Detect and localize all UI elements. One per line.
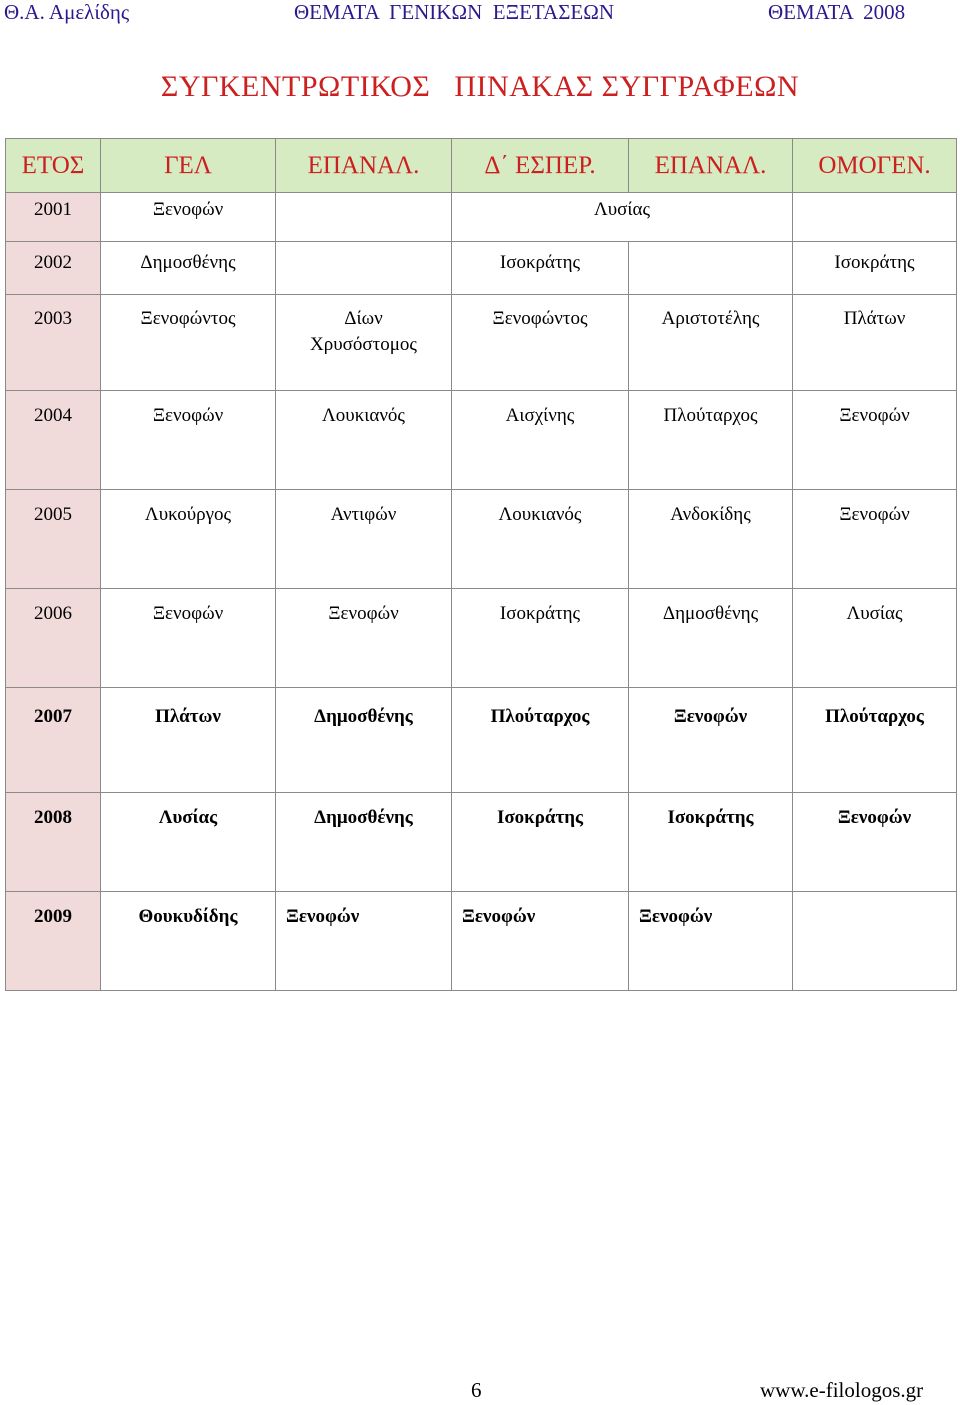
- year-cell: 2004: [6, 391, 101, 490]
- table-row: [6, 295, 957, 391]
- table-row: [6, 391, 957, 490]
- table-cell: Πλούταρχος: [793, 688, 957, 793]
- authors-table: [5, 138, 957, 991]
- year-cell: 2002: [6, 242, 101, 295]
- table-header-row: [6, 139, 957, 193]
- table-cell: Ξενοφών: [793, 490, 957, 589]
- col-header-esper: Δ΄ ΕΣΠΕΡ.: [452, 139, 629, 193]
- footer-website: www.e-filologos.gr: [760, 1378, 924, 1402]
- table-cell: [276, 193, 452, 242]
- table-cell: Ισοκράτης: [452, 589, 629, 688]
- year-cell: 2008: [6, 793, 101, 892]
- year-cell: 2006: [6, 589, 101, 688]
- year-cell: 2005: [6, 490, 101, 589]
- table-cell: Ισοκράτης: [452, 793, 629, 892]
- year-cell: 2003: [6, 295, 101, 391]
- table-cell: Λυσίας: [452, 193, 793, 242]
- col-header-gel: ΓΕΛ: [101, 139, 276, 193]
- table-cell: Λουκιανός: [276, 391, 452, 490]
- table-cell: Αισχίνης: [452, 391, 629, 490]
- table-cell: Δημοσθένης: [101, 242, 276, 295]
- table-cell: Δημοσθένης: [276, 688, 452, 793]
- table-cell: Ξενοφών: [101, 193, 276, 242]
- table-cell: Ξενοφών: [276, 589, 452, 688]
- table-cell: Δημοσθένης: [629, 589, 793, 688]
- table-row: [6, 193, 957, 242]
- table-cell: Δίων Χρυσόστομος: [276, 295, 452, 391]
- col-header-epanal2: ΕΠΑΝΑΛ.: [629, 139, 793, 193]
- col-header-omogen: ΟΜΟΓΕΝ.: [793, 139, 957, 193]
- table-cell: Πλάτων: [793, 295, 957, 391]
- table-cell: Ξενοφών: [793, 391, 957, 490]
- table-cell: Ξενοφών: [793, 793, 957, 892]
- table-cell: Ισοκράτης: [629, 793, 793, 892]
- header-author: Θ.Α. Αμελίδης: [4, 0, 130, 24]
- table-cell: Θουκυδίδης: [101, 892, 276, 991]
- table-cell: Ισοκράτης: [793, 242, 957, 295]
- table-cell: Ξενοφών: [629, 688, 793, 793]
- header-center: ΘΕΜΑΤΑ ΓΕΝΙΚΩΝ ΕΞΕΤΑΣΕΩΝ: [294, 0, 615, 24]
- table-cell: Ξενοφώντος: [101, 295, 276, 391]
- table-cell: Λυσίας: [793, 589, 957, 688]
- table-row: [6, 589, 957, 688]
- year-cell: 2009: [6, 892, 101, 991]
- table-cell: Δημοσθένης: [276, 793, 452, 892]
- table-cell: Πλούταρχος: [629, 391, 793, 490]
- table-cell: Αντιφών: [276, 490, 452, 589]
- col-header-year: ΕΤΟΣ: [6, 139, 101, 193]
- table-cell: Λυσίας: [101, 793, 276, 892]
- table-cell: Ξενοφών: [452, 892, 629, 991]
- table-cell: Ξενοφών: [101, 391, 276, 490]
- running-header: [0, 0, 960, 24]
- table-row: [6, 688, 957, 793]
- col-header-epanal: ΕΠΑΝΑΛ.: [276, 139, 452, 193]
- table-row: [6, 793, 957, 892]
- table-cell: Ξενοφών: [629, 892, 793, 991]
- page-number: 6: [471, 1378, 482, 1402]
- table-cell: Ανδοκίδης: [629, 490, 793, 589]
- page-title: ΣΥΓΚΕΝΤΡΩΤΙΚΟΣ ΠΙΝΑΚΑΣ ΣΥΓΓΡΑΦΕΩΝ: [160, 70, 800, 103]
- table-cell: Αριστοτέλης: [629, 295, 793, 391]
- table-cell: [793, 892, 957, 991]
- table-row: [6, 892, 957, 991]
- year-cell: 2007: [6, 688, 101, 793]
- table-row: [6, 242, 957, 295]
- table-cell: [629, 242, 793, 295]
- table-cell: Ισοκράτης: [452, 242, 629, 295]
- table-cell: [793, 193, 957, 242]
- table-cell: Πλάτων: [101, 688, 276, 793]
- header-right: ΘΕΜΑΤΑ 2008: [768, 0, 906, 24]
- table-cell: [276, 242, 452, 295]
- table-cell: Ξενοφών: [276, 892, 452, 991]
- table-cell: Πλούταρχος: [452, 688, 629, 793]
- table-cell: Ξενοφών: [101, 589, 276, 688]
- table-cell: Λυκούργος: [101, 490, 276, 589]
- table-row: [6, 490, 957, 589]
- table-cell: Λουκιανός: [452, 490, 629, 589]
- year-cell: 2001: [6, 193, 101, 242]
- table-cell: Ξενοφώντος: [452, 295, 629, 391]
